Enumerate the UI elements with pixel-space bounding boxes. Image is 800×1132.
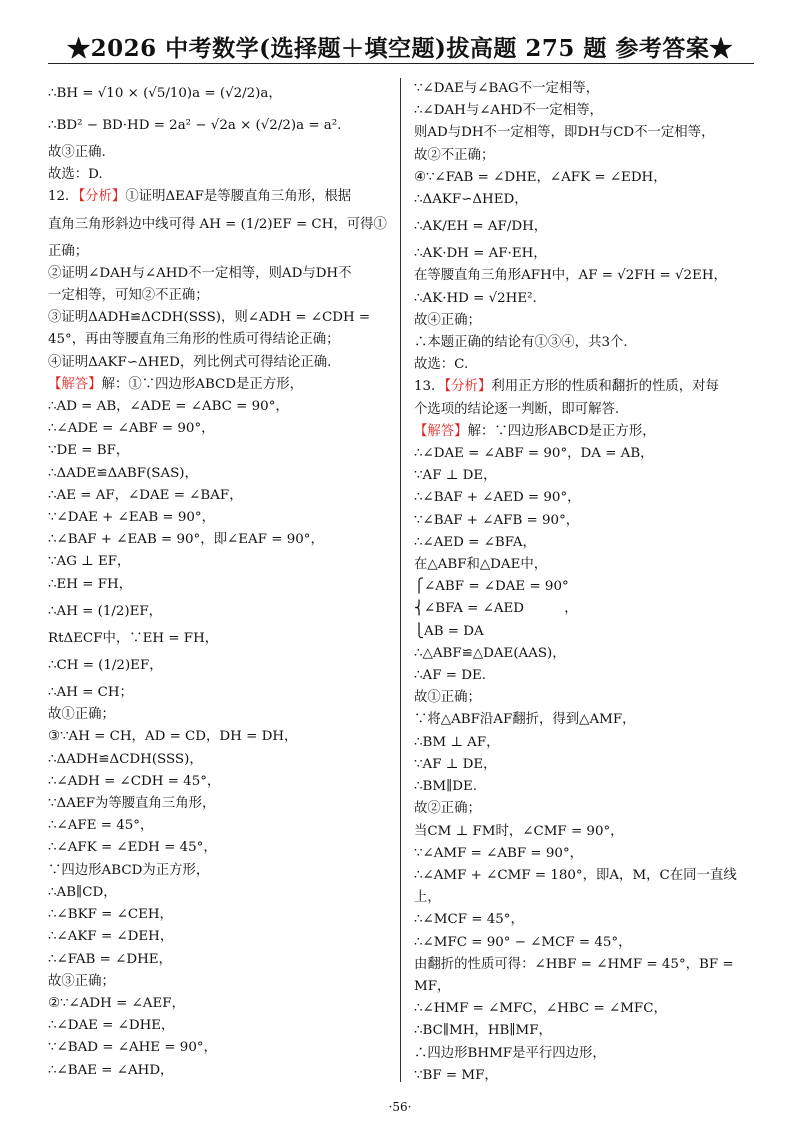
solution-line bbox=[414, 798, 757, 820]
solution-line bbox=[48, 186, 391, 208]
line-text: 利用正方形的性质和翻折的性质，对每 bbox=[491, 379, 719, 395]
solution-line bbox=[48, 78, 391, 110]
solution-line bbox=[414, 167, 757, 189]
solution-line bbox=[48, 285, 391, 307]
solution-line bbox=[48, 440, 391, 462]
line-text: 故④正确； bbox=[414, 312, 481, 328]
solution-line bbox=[48, 529, 391, 551]
solution-line bbox=[48, 949, 391, 971]
section-tag: 【解答】 bbox=[48, 376, 102, 392]
line-text: ④∵∠FAB = ∠DHE，∠AFK = ∠EDH， bbox=[414, 169, 667, 185]
line-text: ∴∠DAE = ∠DHE， bbox=[48, 1018, 175, 1034]
solution-line bbox=[414, 665, 757, 687]
solution-line bbox=[414, 821, 757, 843]
solution-line bbox=[48, 837, 391, 859]
line-text: ②证明∠DAH与∠AHD不一定相等，则AD与DH不 bbox=[48, 265, 352, 281]
solution-line bbox=[414, 211, 757, 243]
line-text: 故①正确； bbox=[48, 707, 115, 723]
line-text: ∴∠BKF = ∠CEH， bbox=[48, 907, 173, 923]
line-text: ∵将△ABF沿AF翻折，得到△AMF， bbox=[414, 712, 636, 728]
page-header-title: ★2026 中考数学(选择题＋填空题)拔高题 275 题 参考答案★ bbox=[67, 35, 733, 62]
solution-line bbox=[414, 932, 757, 954]
solution-line bbox=[48, 993, 391, 1015]
section-tag: 【解答】 bbox=[414, 423, 468, 439]
line-text: ∴∠AKF = ∠DEH， bbox=[48, 929, 174, 945]
solution-line bbox=[48, 463, 391, 485]
solution-line bbox=[414, 976, 757, 998]
solution-line bbox=[48, 793, 391, 815]
solution-line bbox=[414, 576, 757, 598]
left-column bbox=[48, 78, 391, 1082]
solution-line bbox=[414, 709, 757, 731]
line-text: ∵ΔAEF为等腰直角三角形， bbox=[48, 796, 216, 812]
line-text: ∵∠AMF = ∠ABF = 90°， bbox=[414, 845, 584, 861]
solution-line bbox=[48, 164, 391, 186]
line-text: ∴∠AFK = ∠EDH = 45°， bbox=[48, 840, 217, 856]
line-text: 故①正确； bbox=[414, 690, 481, 706]
line-text: ∴∠BAF + ∠EAB = 90°，即∠EAF = 90°， bbox=[48, 532, 324, 548]
solution-line bbox=[414, 288, 757, 310]
line-text: 一定相等，可知②不正确； bbox=[48, 288, 209, 304]
line-text: ∴∠MCF = 45°， bbox=[414, 912, 524, 928]
line-text: ②∵∠ADH = ∠AEF， bbox=[48, 995, 185, 1011]
line-text: ∵AF ⊥ DE， bbox=[414, 756, 497, 772]
solution-line bbox=[48, 1015, 391, 1037]
line-text: 故选：D. bbox=[48, 167, 103, 183]
line-text: ∵AF ⊥ DE， bbox=[414, 468, 497, 484]
solution-line bbox=[48, 815, 391, 837]
solution-line bbox=[414, 1043, 757, 1065]
line-text: 由翻折的性质可得：∠HBF = ∠HMF = 45°，BF = bbox=[414, 956, 734, 972]
solution-line bbox=[48, 110, 391, 142]
section-tag: 【分析】 bbox=[78, 189, 126, 205]
page-number: ·56· bbox=[388, 1100, 412, 1114]
solution-line bbox=[414, 189, 757, 211]
line-text: ∴BC∥MH，HB∥MF， bbox=[414, 1023, 552, 1039]
line-text: ∴BD² − BD·HD = 2a² − √2a × (√2/2)a = a². bbox=[48, 118, 342, 133]
solution-line bbox=[414, 487, 757, 509]
line-text: ∴ΔADE≌ΔABF(SAS)， bbox=[48, 465, 198, 481]
line-text: ∵∠DAE + ∠EAB = 90°， bbox=[48, 510, 216, 526]
solution-line bbox=[48, 1037, 391, 1059]
solution-line bbox=[48, 650, 391, 682]
solution-line bbox=[414, 887, 757, 909]
line-text: ∴ΔADH≌ΔCDH(SSS)， bbox=[48, 751, 203, 767]
solution-line bbox=[414, 998, 757, 1020]
line-text: ∴EH = FH， bbox=[48, 576, 133, 592]
line-text: 故选：C. bbox=[414, 357, 469, 373]
line-text: ∵∠BAF + ∠AFB = 90°， bbox=[414, 512, 580, 528]
solution-line bbox=[48, 374, 391, 396]
line-text: 直角三角形斜边中线可得 AH = (1/2)EF = CH，可得① bbox=[48, 216, 387, 232]
line-text: RtΔECF中，∵EH = FH， bbox=[48, 630, 219, 646]
line-text: ∴∠DAH与∠AHD不一定相等， bbox=[414, 103, 603, 119]
solution-line bbox=[48, 551, 391, 573]
solution-line bbox=[48, 704, 391, 726]
solution-line bbox=[414, 954, 757, 976]
line-text: ③证明ΔADH≌ΔCDH(SSS)，则∠ADH = ∠CDH = bbox=[48, 310, 371, 326]
line-text: 当CM ⊥ FM时，∠CMF = 90°， bbox=[414, 823, 624, 839]
solution-line bbox=[414, 554, 757, 576]
solution-line bbox=[414, 510, 757, 532]
solution-line bbox=[414, 687, 757, 709]
line-text: 正确； bbox=[48, 243, 89, 259]
line-text: ∴∠AFE = 45°， bbox=[48, 818, 154, 834]
solution-line bbox=[48, 307, 391, 329]
line-text: 故③正确； bbox=[48, 973, 115, 989]
solution-line bbox=[48, 682, 391, 704]
line-text: ∴∠BAE = ∠AHD， bbox=[48, 1062, 174, 1078]
solution-line bbox=[48, 971, 391, 993]
section-tag: 【分析】 bbox=[444, 379, 492, 395]
column-divider bbox=[400, 78, 401, 1082]
line-text: ∴∠ADE = ∠ABF = 90°， bbox=[48, 421, 215, 437]
solution-line bbox=[414, 421, 757, 443]
solution-line bbox=[414, 843, 757, 865]
solution-line bbox=[48, 771, 391, 793]
solution-line bbox=[414, 1020, 757, 1042]
solution-line bbox=[48, 926, 391, 948]
line-text: 故②正确； bbox=[414, 801, 481, 817]
solution-line bbox=[414, 100, 757, 122]
line-text: ∵四边形ABCD为正方形， bbox=[48, 862, 210, 878]
line-text: ∴∠BAF + ∠AED = 90°， bbox=[414, 490, 581, 506]
solution-line bbox=[414, 376, 757, 398]
line-text: ∴∠HMF = ∠MFC，∠HBC = ∠MFC， bbox=[414, 1001, 667, 1017]
line-text: ∴CH = (1/2)EF， bbox=[48, 658, 163, 674]
solution-line bbox=[48, 628, 391, 650]
line-text: ∴∠AED = ∠BFA， bbox=[414, 534, 536, 550]
line-text: ④证明ΔAKF∽ΔHED，列比例式可得结论正确. bbox=[48, 354, 332, 370]
line-text: ∵AG ⊥ EF， bbox=[48, 554, 131, 570]
solution-line bbox=[48, 749, 391, 771]
line-text: ∴BH = √10 × (√5/10)a = (√2/2)a， bbox=[48, 86, 282, 101]
solution-line bbox=[414, 732, 757, 754]
solution-line bbox=[48, 882, 391, 904]
solution-line bbox=[414, 265, 757, 287]
line-text: ∵∠DAE与∠BAG不一定相等， bbox=[414, 81, 600, 96]
line-text: ∴本题正确的结论有①③④，共3个. bbox=[414, 335, 628, 351]
line-text: ∵∠BAD = ∠AHE = 90°， bbox=[48, 1040, 217, 1056]
line-text: 在△ABF和△DAE中， bbox=[414, 557, 548, 573]
solution-line bbox=[414, 598, 757, 620]
line-text: ∴△ABF≌△DAE(AAS)， bbox=[414, 645, 566, 661]
line-text: ⎨∠BFA = ∠AED ， bbox=[414, 601, 578, 617]
solution-line bbox=[48, 507, 391, 529]
line-text: ∴∠ADH = ∠CDH = 45°， bbox=[48, 773, 221, 789]
line-text: ∴ΔAKF∽ΔHED， bbox=[414, 192, 528, 208]
header-rule bbox=[48, 63, 754, 64]
solution-line bbox=[414, 243, 757, 265]
line-text: 解：∵四边形ABCD是正方形， bbox=[467, 423, 656, 439]
line-text: ∴AB∥CD， bbox=[48, 884, 117, 900]
line-text: 故③正确. bbox=[48, 145, 106, 160]
line-text: ∴AH = (1/2)EF， bbox=[48, 603, 163, 619]
solution-line bbox=[414, 754, 757, 776]
line-text: ∴AD = AB，∠ADE = ∠ABC = 90°， bbox=[48, 399, 289, 415]
line-text: ∴AE = AF，∠DAE = ∠BAF， bbox=[48, 487, 243, 503]
solution-line bbox=[414, 643, 757, 665]
solution-line bbox=[414, 122, 757, 144]
line-text: ∴四边形BHMF是平行四边形， bbox=[414, 1045, 606, 1061]
solution-line bbox=[414, 465, 757, 487]
solution-line bbox=[48, 574, 391, 596]
solution-line bbox=[414, 332, 757, 354]
solution-line bbox=[48, 485, 391, 507]
solution-line bbox=[414, 532, 757, 554]
solution-line bbox=[48, 418, 391, 440]
solution-line bbox=[48, 329, 391, 351]
solution-line bbox=[48, 396, 391, 418]
line-text: 个选项的结论逐一判断，即可解答. bbox=[414, 401, 620, 417]
solution-line bbox=[414, 865, 757, 887]
line-text: 则AD与DH不一定相等，即DH与CD不一定相等， bbox=[414, 125, 715, 141]
line-text: ⎩AB = DA bbox=[414, 623, 484, 639]
solution-line bbox=[414, 909, 757, 931]
line-text: ∴BM∥DE. bbox=[414, 779, 478, 795]
solution-line bbox=[414, 776, 757, 798]
solution-line bbox=[48, 142, 391, 164]
line-text: 45°，再由等腰直角三角形的性质可得结论正确； bbox=[48, 332, 340, 348]
solution-line bbox=[48, 241, 391, 263]
solution-line bbox=[48, 860, 391, 882]
line-text: ∴AH = CH； bbox=[48, 685, 133, 701]
line-text: ⎧∠ABF = ∠DAE = 90° bbox=[414, 579, 569, 595]
line-text: ∴∠DAE = ∠ABF = 90°，DA = AB， bbox=[414, 446, 654, 462]
problem-number: 13． bbox=[414, 379, 445, 395]
line-text: ∴∠AMF + ∠CMF = 180°，即A，M，C在同一直线 bbox=[414, 867, 737, 883]
solution-line bbox=[414, 354, 757, 376]
solution-line bbox=[414, 621, 757, 643]
line-text: ∴AK·DH = AF·EH， bbox=[414, 246, 547, 262]
line-text: ③∵AH = CH，AD = CD，DH = DH， bbox=[48, 729, 298, 745]
line-text: ∴AK/EH = AF/DH， bbox=[414, 219, 548, 235]
line-text: ∵BF = MF， bbox=[414, 1067, 498, 1083]
line-text: 上， bbox=[414, 890, 441, 906]
solution-line bbox=[414, 310, 757, 332]
line-text: 在等腰直角三角形AFH中，AF = √2FH = √2EH， bbox=[414, 268, 727, 284]
line-text: ∴AF = DE. bbox=[414, 668, 486, 684]
solution-line bbox=[414, 443, 757, 465]
solution-line bbox=[414, 145, 757, 167]
solution-line bbox=[414, 399, 757, 421]
line-text: ①证明ΔEAF是等腰直角三角形，根据 bbox=[125, 189, 352, 205]
line-text: 解：①∵四边形ABCD是正方形， bbox=[101, 376, 303, 392]
line-text: ∴∠FAB = ∠DHE， bbox=[48, 951, 172, 967]
line-text: ∴BM ⊥ AF， bbox=[414, 734, 500, 750]
line-text: ∴AK·HD = √2HE². bbox=[414, 290, 537, 306]
line-text: ∴∠MFC = 90° − ∠MCF = 45°， bbox=[414, 934, 632, 950]
solution-line bbox=[48, 1060, 391, 1082]
solution-line bbox=[48, 726, 391, 748]
problem-number: 12． bbox=[48, 189, 79, 205]
solution-line bbox=[48, 209, 391, 241]
line-text: MF， bbox=[414, 978, 451, 994]
solution-line bbox=[414, 1065, 757, 1087]
solution-line bbox=[48, 596, 391, 628]
solution-line bbox=[48, 904, 391, 926]
right-column bbox=[414, 78, 757, 1087]
line-text: 故②不正确； bbox=[414, 147, 495, 163]
solution-line bbox=[414, 78, 757, 100]
line-text: ∵DE = BF， bbox=[48, 443, 130, 459]
solution-line bbox=[48, 263, 391, 285]
solution-line bbox=[48, 352, 391, 374]
